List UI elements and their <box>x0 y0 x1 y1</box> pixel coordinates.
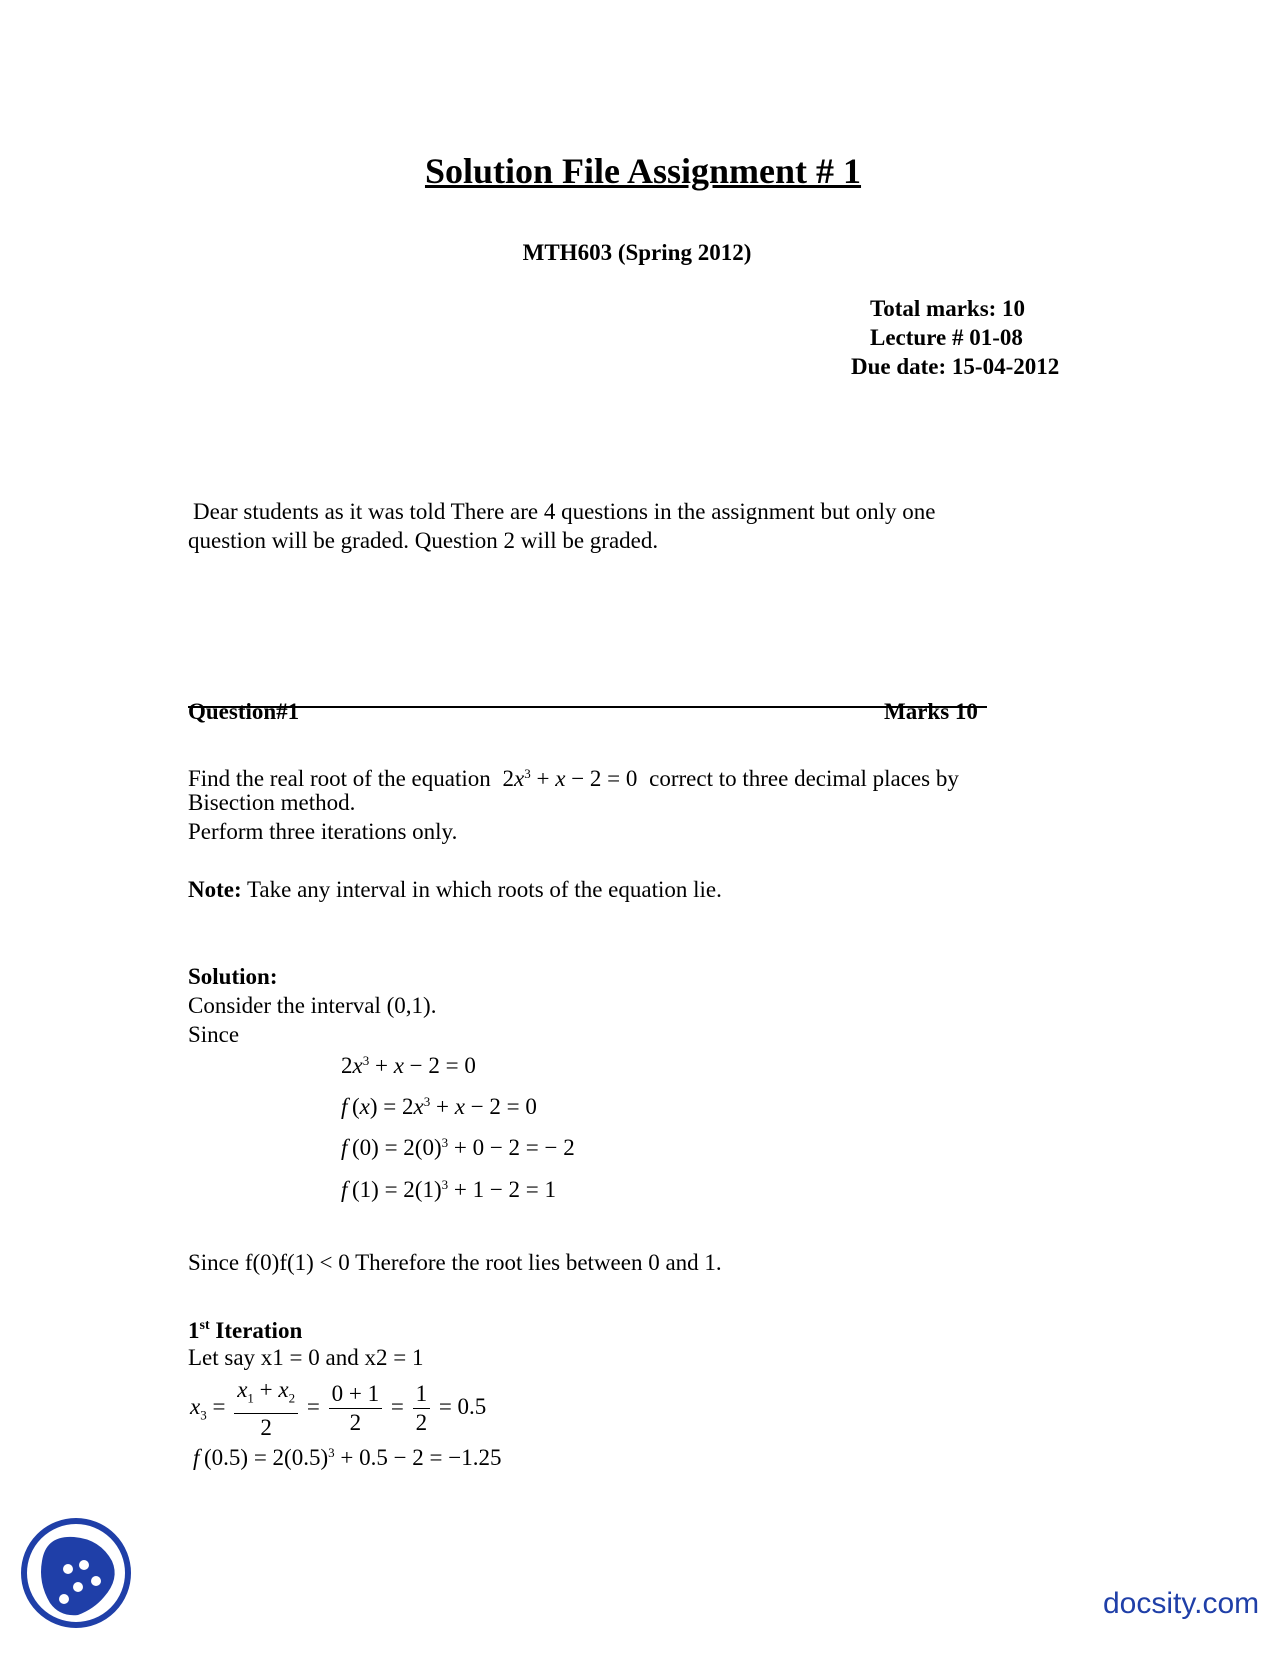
equation-3: f $(0) = 2(0)^3 + 0 - 2$ = − 2 <box>341 1135 575 1160</box>
page-title: Solution File Assignment # 1 <box>424 151 862 191</box>
iteration-label: Iteration <box>215 1318 303 1343</box>
equation-2: f $(x) = 2x^3 + x - 2 = 0$ <box>341 1094 537 1119</box>
intro-line-2: question will be graded. Question 2 will be graded. <box>188 528 659 553</box>
question-text-after: correct to three decimal places by <box>649 766 959 791</box>
iteration-let-say: Let say x1 = 0 and x2 = 1 <box>188 1345 424 1370</box>
iteration-suffix: st <box>199 1318 210 1333</box>
question-text-before: Find the real root of the equation <box>188 766 491 791</box>
question-text-line-3: Perform three iterations only. <box>188 819 458 844</box>
midpoint-equation: $x_3$ = $\frac{x_1 + x_2}{2}$ = $\frac{0 + 1}{2}$ = $\frac{1}{2}$ = 0.5 <box>190 1377 487 1440</box>
solution-label: Solution: <box>188 964 278 989</box>
question-text-line-2: Bisection method. <box>188 790 356 815</box>
due-date: Due date: 15-04-2012 <box>851 354 1060 379</box>
total-marks: Total marks: 10 <box>870 296 1026 321</box>
question-label: Question#1 <box>188 699 300 724</box>
question-marks: Marks 10 <box>884 699 978 724</box>
equation-1: $2x^3 + x - 2 = 0$ <box>341 1053 476 1078</box>
f-midpoint-equation: f $(0.5) = 2(0.5)^3 + 0.5 - 2 = -1.25$ <box>193 1445 502 1470</box>
note-label: Note: <box>188 877 242 902</box>
equation-4: f $(1) = 2(1)^3 + 1 - 2 = 1$ <box>341 1177 557 1202</box>
docsity-logo-icon <box>20 1517 132 1629</box>
iteration-number: 1 <box>188 1318 200 1343</box>
course-code: MTH603 (Spring 2012) <box>522 240 752 265</box>
question-underline <box>188 676 987 708</box>
note-line <box>188 875 722 904</box>
iteration-heading <box>188 1311 302 1345</box>
intro-line-1: Dear students as it was told There are 4 questions in the assignment but only one <box>193 499 936 524</box>
solution-line-1: Consider the interval (0,1). <box>188 993 437 1018</box>
lecture-range: Lecture # 01-08 <box>870 325 1023 350</box>
solution-line-2: Since <box>188 1022 240 1047</box>
docsity-brand[interactable]: docsity.com <box>1103 1587 1260 1620</box>
note-text: Take any interval in which roots of the equation lie. <box>246 877 722 902</box>
question-equation: $2x^3 + x - 2 = 0$ <box>502 766 638 791</box>
solution-conclusion: Since f(0)f(1) < 0 Therefore the root lies between 0 and 1. <box>188 1250 722 1275</box>
